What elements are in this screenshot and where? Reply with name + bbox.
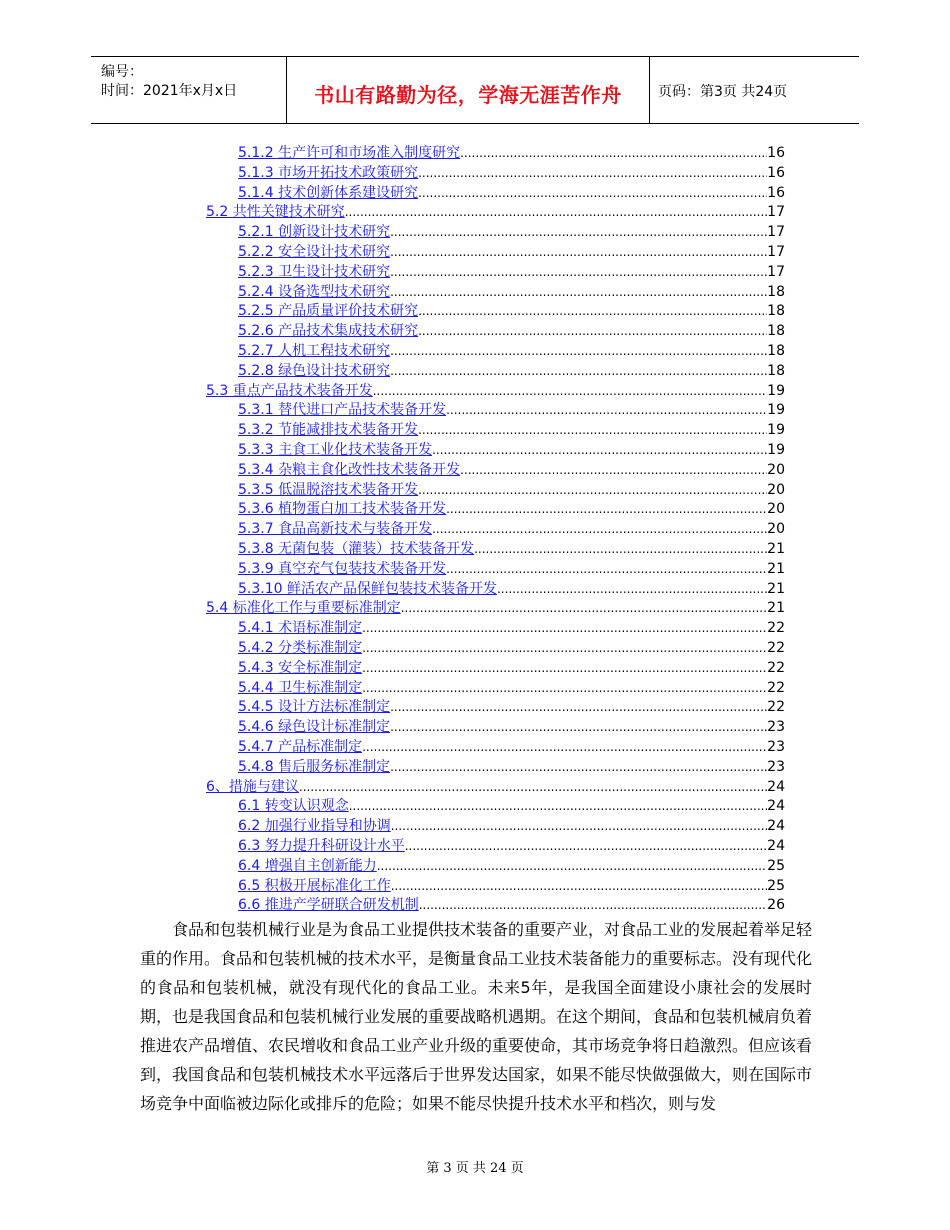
toc-entry[interactable] — [238, 816, 785, 836]
toc-dot-leader — [390, 222, 767, 242]
toc-entry-link[interactable]: 5.3.4 杂粮主食化改性技术装备开发 — [238, 461, 461, 478]
toc-entry[interactable] — [238, 321, 785, 341]
toc-page-number: 26 — [767, 897, 785, 914]
toc-entry-link[interactable]: 5.1.4 技术创新体系建设研究 — [238, 184, 419, 201]
toc-entry[interactable] — [238, 796, 785, 816]
toc-page-number: 22 — [767, 679, 785, 696]
toc-dot-leader — [349, 796, 767, 816]
toc-dot-leader — [460, 460, 767, 480]
toc-entry[interactable] — [238, 400, 785, 420]
toc-page-number: 24 — [767, 778, 785, 795]
toc-entry[interactable] — [238, 183, 785, 203]
toc-entry-link[interactable]: 5.3.7 食品高新技术与装备开发 — [238, 521, 433, 538]
toc-dot-leader — [418, 321, 767, 341]
toc-entry-link[interactable]: 5.3.1 替代进口产品技术装备开发 — [238, 402, 447, 419]
toc-entry-link[interactable]: 6.6 推进产学研联合研发机制 — [238, 897, 419, 914]
toc-dot-leader — [373, 381, 767, 401]
toc-entry-link[interactable]: 5.4.5 设计方法标准制定 — [238, 699, 391, 716]
toc-dot-leader — [460, 143, 767, 163]
toc-page-number: 22 — [767, 659, 785, 676]
toc-dot-leader — [391, 876, 767, 896]
toc-entry-link[interactable]: 5.4.8 售后服务标准制定 — [238, 758, 391, 775]
toc-entry[interactable] — [206, 598, 785, 618]
toc-page-number: 24 — [767, 838, 785, 854]
toc-page-number: 21 — [767, 560, 785, 577]
toc-dot-leader — [446, 499, 767, 519]
toc-page-number: 17 — [767, 263, 785, 280]
header-motto-cell — [287, 57, 650, 123]
toc-page-number: 23 — [767, 739, 785, 755]
body-paragraph: 食品和包装机械行业是为食品工业提供技术装备的重要产业，对食品工业的发展起着举足轻重的作用。食品和包装机械的技术水平，是衡量食品工业技术装备能力的重要标志。没有现代化的食品和包装机械，就没有现代化的食品工业。未来5年，是我国全面建设小康社会的发展时期，也是我国食品和包装机械行业发展的重要战略机遇期。在这个期间，食品和包装机械肩负着推进农产品增值、农民增收和食品工业产业升级的重要使命，其市场竞争将日趋激烈。但应该看到，我国食品和包装机械技术水平远落后于世界发达国家，如果不能尽快做强做大，则在国际市场竞争中面临被边际化或排斥的危险；如果不能尽快提升技术水平和档次，则与发 — [140, 920, 813, 1113]
toc-entry[interactable] — [238, 697, 785, 717]
toc-dot-leader — [419, 895, 767, 915]
toc-entry[interactable] — [238, 618, 785, 638]
toc-entry-link[interactable]: 5.3.8 无菌包装（灌装）技术装备开发 — [238, 541, 475, 557]
toc-page-number: 21 — [767, 600, 785, 617]
toc-entry[interactable] — [206, 202, 785, 222]
toc-dot-leader — [446, 400, 767, 420]
toc-dot-leader — [362, 678, 767, 698]
toc-page-number: 20 — [767, 521, 785, 538]
toc-entry[interactable] — [206, 381, 785, 401]
toc-entry-link[interactable]: 6、措施与建议 — [206, 778, 299, 795]
toc-page-number: 22 — [767, 699, 785, 716]
toc-page-number: 20 — [767, 481, 785, 498]
toc-page-number: 20 — [767, 501, 785, 518]
document-date: 时间：2021年x月x日 — [101, 83, 238, 99]
toc-entry-link[interactable]: 5.2.4 设备选型技术研究 — [238, 283, 391, 300]
toc-entry-link[interactable]: 5.3.5 低温脱溶技术装备开发 — [238, 481, 419, 498]
toc-entry-link[interactable]: 5.3.2 节能减排技术装备开发 — [238, 422, 419, 439]
toc-entry[interactable] — [238, 341, 785, 361]
page-footer: 第 3 页 共 24 页 — [426, 1161, 524, 1176]
toc-dot-leader — [390, 717, 767, 737]
toc-entry[interactable] — [238, 480, 785, 500]
toc-page-number: 24 — [767, 798, 785, 815]
toc-dot-leader — [418, 480, 767, 500]
toc-dot-leader — [418, 420, 767, 440]
toc-entry-link[interactable]: 5.2 共性关键技术研究 — [206, 204, 345, 221]
toc-dot-leader — [405, 836, 767, 856]
toc-entry-link[interactable]: 5.3.6 植物蛋白加工技术装备开发 — [238, 501, 447, 518]
toc-entry[interactable] — [238, 559, 785, 579]
toc-entry[interactable] — [238, 876, 785, 896]
toc-entry[interactable] — [238, 638, 785, 658]
toc-entry-link[interactable]: 5.2.1 创新设计技术研究 — [238, 224, 391, 241]
toc-entry-link[interactable]: 6.1 转变认识观念 — [238, 798, 349, 815]
toc-dot-leader — [497, 579, 767, 599]
toc-page-number: 17 — [767, 204, 785, 221]
toc-dot-leader — [432, 440, 767, 460]
toc-entry[interactable] — [238, 539, 785, 559]
toc-entry[interactable] — [238, 737, 785, 757]
toc-entry-link[interactable]: 5.4.2 分类标准制定 — [238, 640, 363, 656]
toc-dot-leader — [390, 361, 767, 381]
toc-entry[interactable] — [238, 440, 785, 460]
toc-page-number: 18 — [767, 283, 785, 300]
toc-entry[interactable] — [238, 222, 785, 242]
toc-dot-leader — [390, 242, 767, 262]
toc-entry[interactable] — [238, 658, 785, 678]
toc-entry[interactable] — [238, 579, 785, 599]
toc-page-number: 21 — [767, 541, 785, 557]
toc-dot-leader — [345, 202, 767, 222]
toc-page-number: 18 — [767, 323, 785, 340]
toc-page-number: 21 — [767, 580, 785, 597]
toc-entry-link[interactable]: 5.2.7 人机工程技术研究 — [238, 343, 391, 359]
toc-dot-leader — [362, 638, 767, 658]
toc-entry-link[interactable]: 5.1.3 市场开拓技术政策研究 — [238, 164, 419, 181]
toc-entry-link[interactable]: 6.5 积极开展标准化工作 — [238, 877, 391, 894]
toc-entry-link[interactable]: 5.4.1 术语标准制定 — [238, 620, 363, 637]
toc-entry-link[interactable]: 5.3.10 鲜活农产品保鲜包装技术装备开发 — [238, 580, 497, 597]
toc-entry-link[interactable]: 5.3.9 真空充气包装技术装备开发 — [238, 560, 447, 577]
toc-entry-link[interactable]: 5.4.6 绿色设计标准制定 — [238, 719, 391, 736]
toc-dot-leader — [418, 183, 767, 203]
toc-entry[interactable] — [238, 757, 785, 777]
toc-page-number: 19 — [767, 442, 785, 458]
toc-dot-leader — [391, 816, 767, 836]
toc-entry-link[interactable]: 5.2.8 绿色设计技术研究 — [238, 362, 391, 379]
toc-page-number: 22 — [767, 620, 785, 637]
header-motto: 书山有路勤为径，学海无涯苦作舟 — [314, 83, 622, 107]
toc-entry-link[interactable]: 5.3 重点产品技术装备开发 — [206, 382, 373, 399]
toc-entry[interactable] — [238, 282, 785, 302]
toc-entry-link[interactable]: 5.3.3 主食工业化技术装备开发 — [238, 442, 433, 458]
toc-page-number: 18 — [767, 343, 785, 359]
toc-dot-leader — [390, 282, 767, 302]
toc-page-number: 16 — [767, 184, 785, 201]
toc-dot-leader — [390, 757, 767, 777]
toc-entry-link[interactable]: 5.2.2 安全设计技术研究 — [238, 244, 391, 260]
toc-entry[interactable] — [238, 420, 785, 440]
header-page-cell — [650, 57, 859, 123]
toc-entry-link[interactable]: 5.4.7 产品标准制定 — [238, 739, 363, 755]
toc-entry-link[interactable]: 5.4.4 卫生标准制定 — [238, 679, 363, 696]
toc-entry[interactable] — [206, 777, 785, 797]
toc-dot-leader — [432, 519, 767, 539]
toc-entry[interactable] — [238, 301, 785, 321]
toc-entry-link[interactable]: 5.2.5 产品质量评价技术研究 — [238, 303, 419, 320]
toc-dot-leader — [390, 341, 767, 361]
toc-dot-leader — [474, 539, 767, 559]
toc-dot-leader — [401, 598, 767, 618]
toc-page-number: 17 — [767, 224, 785, 241]
toc-entry[interactable] — [238, 519, 785, 539]
toc-page-number: 24 — [767, 818, 785, 835]
header-page-indicator: 页码：第3页 共24页 — [658, 84, 788, 100]
toc-page-number: 25 — [767, 857, 785, 874]
toc-dot-leader — [390, 697, 767, 717]
toc-entry[interactable] — [238, 856, 785, 876]
toc-entry-link[interactable]: 5.1.2 生产许可和市场准入制度研究 — [238, 145, 461, 161]
toc-page-number: 23 — [767, 758, 785, 775]
toc-page-number: 23 — [767, 719, 785, 736]
toc-page-number: 20 — [767, 461, 785, 478]
toc-page-number: 19 — [767, 382, 785, 399]
toc-page-number: 18 — [767, 303, 785, 320]
toc-entry[interactable] — [238, 242, 785, 262]
toc-page-number: 22 — [767, 640, 785, 656]
toc-dot-leader — [362, 658, 767, 678]
toc-dot-leader — [377, 856, 767, 876]
toc-entry[interactable] — [238, 836, 785, 856]
toc-entry-link[interactable]: 6.4 增强自主创新能力 — [238, 857, 377, 874]
toc-dot-leader — [299, 777, 767, 797]
page-header — [91, 56, 859, 124]
document-code-label: 编号： — [101, 64, 143, 80]
toc-page-number: 16 — [767, 145, 785, 161]
header-info-cell — [91, 57, 287, 123]
toc-page-number: 17 — [767, 244, 785, 260]
toc-entry-link[interactable]: 5.2.6 产品技术集成技术研究 — [238, 323, 419, 340]
toc-entry-link[interactable]: 6.2 加强行业指导和协调 — [238, 818, 391, 835]
toc-dot-leader — [418, 163, 767, 183]
toc-entry-link[interactable]: 6.3 努力提升科研设计水平 — [238, 838, 405, 854]
toc-entry[interactable] — [238, 163, 785, 183]
toc-page-number: 19 — [767, 422, 785, 439]
toc-page-number: 18 — [767, 362, 785, 379]
toc-entry-link[interactable]: 5.4.3 安全标准制定 — [238, 659, 363, 676]
toc-dot-leader — [362, 618, 767, 638]
toc-entry[interactable] — [238, 895, 785, 915]
toc-dot-leader — [362, 737, 767, 757]
toc-dot-leader — [446, 559, 767, 579]
toc-entry[interactable] — [238, 361, 785, 381]
toc-page-number: 25 — [767, 877, 785, 894]
toc-entry[interactable] — [238, 678, 785, 698]
toc-page-number: 19 — [767, 402, 785, 419]
toc-entry[interactable] — [238, 143, 785, 163]
toc-entry-link[interactable]: 5.4 标准化工作与重要标准制定 — [206, 600, 401, 617]
toc-page-number: 16 — [767, 164, 785, 181]
toc-entry[interactable] — [238, 499, 785, 519]
toc-entry[interactable] — [238, 717, 785, 737]
toc-entry[interactable] — [238, 460, 785, 480]
toc-dot-leader — [418, 301, 767, 321]
toc-entry[interactable] — [238, 262, 785, 282]
toc-entry-link[interactable]: 5.2.3 卫生设计技术研究 — [238, 263, 391, 280]
toc-dot-leader — [390, 262, 767, 282]
